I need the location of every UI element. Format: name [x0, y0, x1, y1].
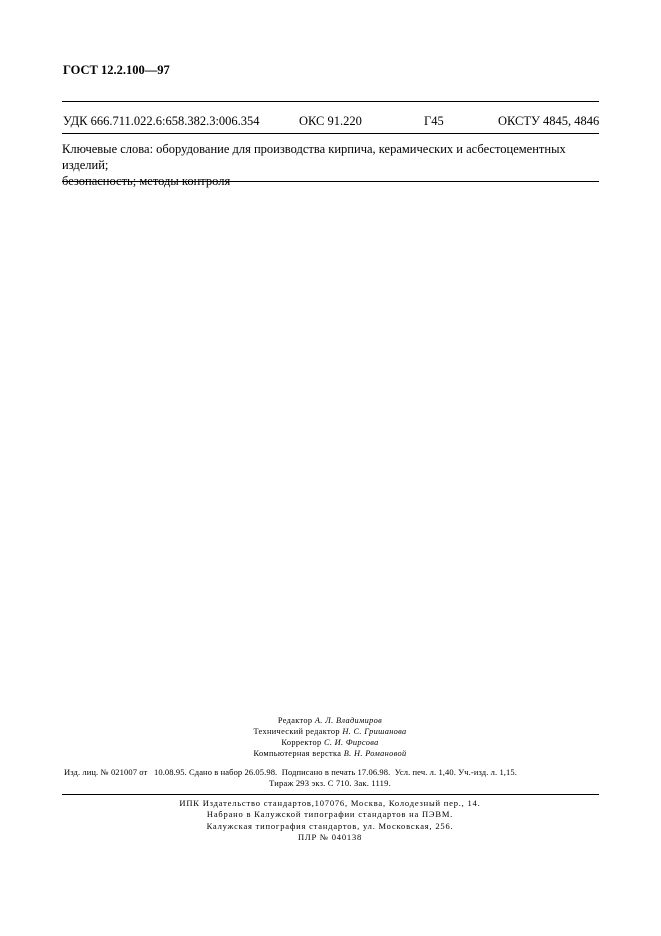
classification-divider	[62, 133, 599, 134]
okstu-code: ОКСТУ 4845, 4846	[498, 114, 600, 128]
group-code: Г45	[424, 114, 444, 128]
layout-name: В. Н. Романовой	[343, 749, 407, 758]
proofreader-role: Корректор	[281, 738, 322, 747]
publication-details: Изд. лиц. № 021007 от 10.08.95. Сдано в набор 26.05.98. Подписано в печать 17.06.98. Усл. печ. л. 1,40. Уч.-изд. л. 1,15.	[64, 767, 517, 777]
keywords-line-2: безопасность; методы контроля	[62, 174, 231, 188]
printer-line-2: Набрано в Калужской типографии стандартов на ПЭВМ.	[206, 809, 454, 820]
layout-credit	[160, 748, 500, 759]
print-run-block	[160, 778, 500, 789]
top-divider	[62, 101, 599, 102]
editor-role: Редактор	[277, 716, 313, 725]
document-number: ГОСТ 12.2.100—97	[63, 63, 170, 77]
proofreader-credit	[160, 737, 500, 748]
udk-code: УДК 666.711.022.6:658.382.3:006.354	[63, 114, 260, 128]
editor-name: А. Л. Владимиров	[314, 716, 383, 725]
keywords-line-1: Ключевые слова: оборудование для производства кирпича, керамических и асбестоцементных изделий;	[62, 142, 566, 172]
printer-line-3: Калужская типография стандартов, ул. Московская, 256.	[206, 820, 454, 831]
tech-editor-credit	[160, 726, 500, 737]
keywords-divider	[62, 181, 599, 182]
credits-block	[160, 715, 500, 759]
printer-block	[140, 798, 520, 843]
print-run: Тираж 293 экз. С 710. Зак. 1119.	[269, 778, 391, 788]
oks-code: ОКС 91.220	[299, 114, 362, 128]
printer-line-4: ПЛР № 040138	[297, 831, 363, 842]
printer-line-1: ИПК Издательство стандартов,107076, Москва, Колодезный пер., 14.	[179, 798, 481, 808]
imprint-divider	[62, 794, 599, 795]
tech-editor-role: Технический редактор	[253, 727, 340, 736]
layout-role: Компьютерная верстка	[253, 749, 342, 758]
proofreader-name: С. И. Фирсова	[323, 738, 379, 747]
tech-editor-name: Н. С. Гришанова	[342, 727, 407, 736]
editor-credit	[160, 715, 500, 726]
